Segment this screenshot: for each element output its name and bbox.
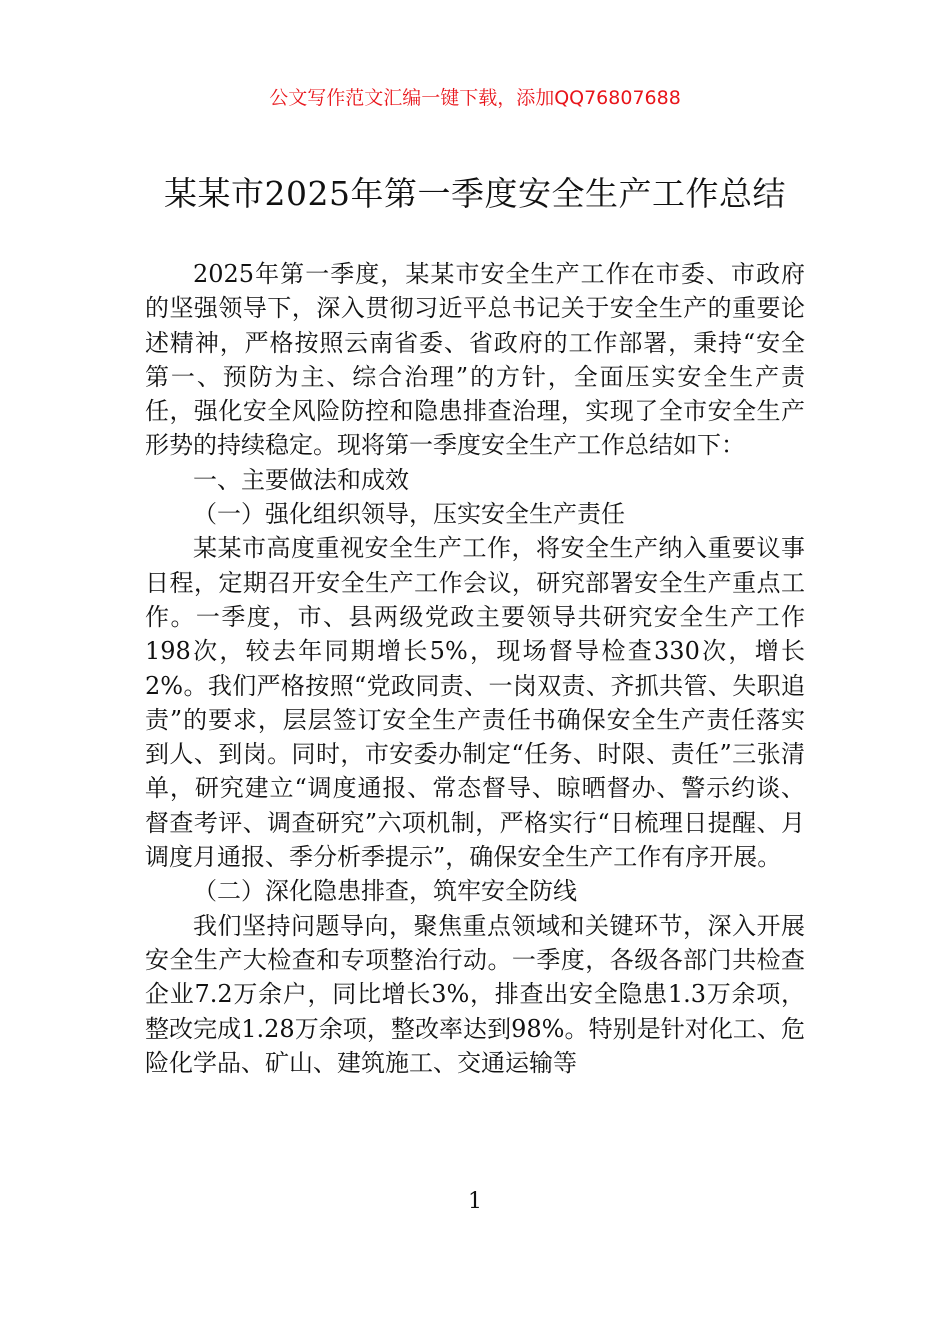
page-number: 1: [468, 1189, 482, 1214]
subsection-heading: （二）深化隐患排查，筑牢安全防线: [193, 877, 577, 906]
body-paragraph: 我们坚持问题导向，聚焦重点领域和关键环节，深入开展安全生产大检查和专项整治行动。一季度，各级各部门共检查企业7.2万余户，同比增长3%，排查出安全隐患1.3万余项，整改完成1.28万余项，整改率达到98%。特别是针对化工、危险化学品、矿山、建筑施工、交通运输等: [145, 911, 805, 1077]
header-download-note: 公文写作范文汇编一键下载，添加QQ76807688: [269, 87, 681, 109]
document-body: [145, 257, 805, 1080]
subsection-heading: （一）强化组织领导，压实安全生产责任: [193, 500, 625, 529]
section-heading: 一、主要做法和成效: [193, 465, 409, 494]
document-title: 某某市2025年第一季度安全生产工作总结: [164, 174, 786, 213]
intro-paragraph: 2025年第一季度，某某市安全生产工作在市委、市政府的坚强领导下，深入贯彻习近平总书记关于安全生产的重要论述精神，严格按照云南省委、省政府的工作部署，秉持“安全第一、预防为主、综合治理”的方针，全面压实安全生产责任，强化安全风险防控和隐患排查治理，实现了全市安全生产形势的持续稳定。现将第一季度安全生产工作总结如下：: [145, 260, 805, 460]
body-paragraph: 某某市高度重视安全生产工作，将安全生产纳入重要议事日程，定期召开安全生产工作会议，研究部署安全生产重点工作。一季度，市、县两级党政主要领导共研究安全生产工作198次，较去年同期增长5%，现场督导检查330次，增长2%。我们严格按照“党政同责、一岗双责、齐抓共管、失职追责”的要求，层层签订安全生产责任书确保安全生产责任落实到人、到岗。同时，市安委办制定“任务、时限、责任”三张清单，研究建立“调度通报、常态督导、晾晒督办、警示约谈、督查考评、调查研究”六项机制，严格实行“日梳理日提醒、月调度月通报、季分析季提示”，确保安全生产工作有序开展。: [145, 534, 805, 872]
